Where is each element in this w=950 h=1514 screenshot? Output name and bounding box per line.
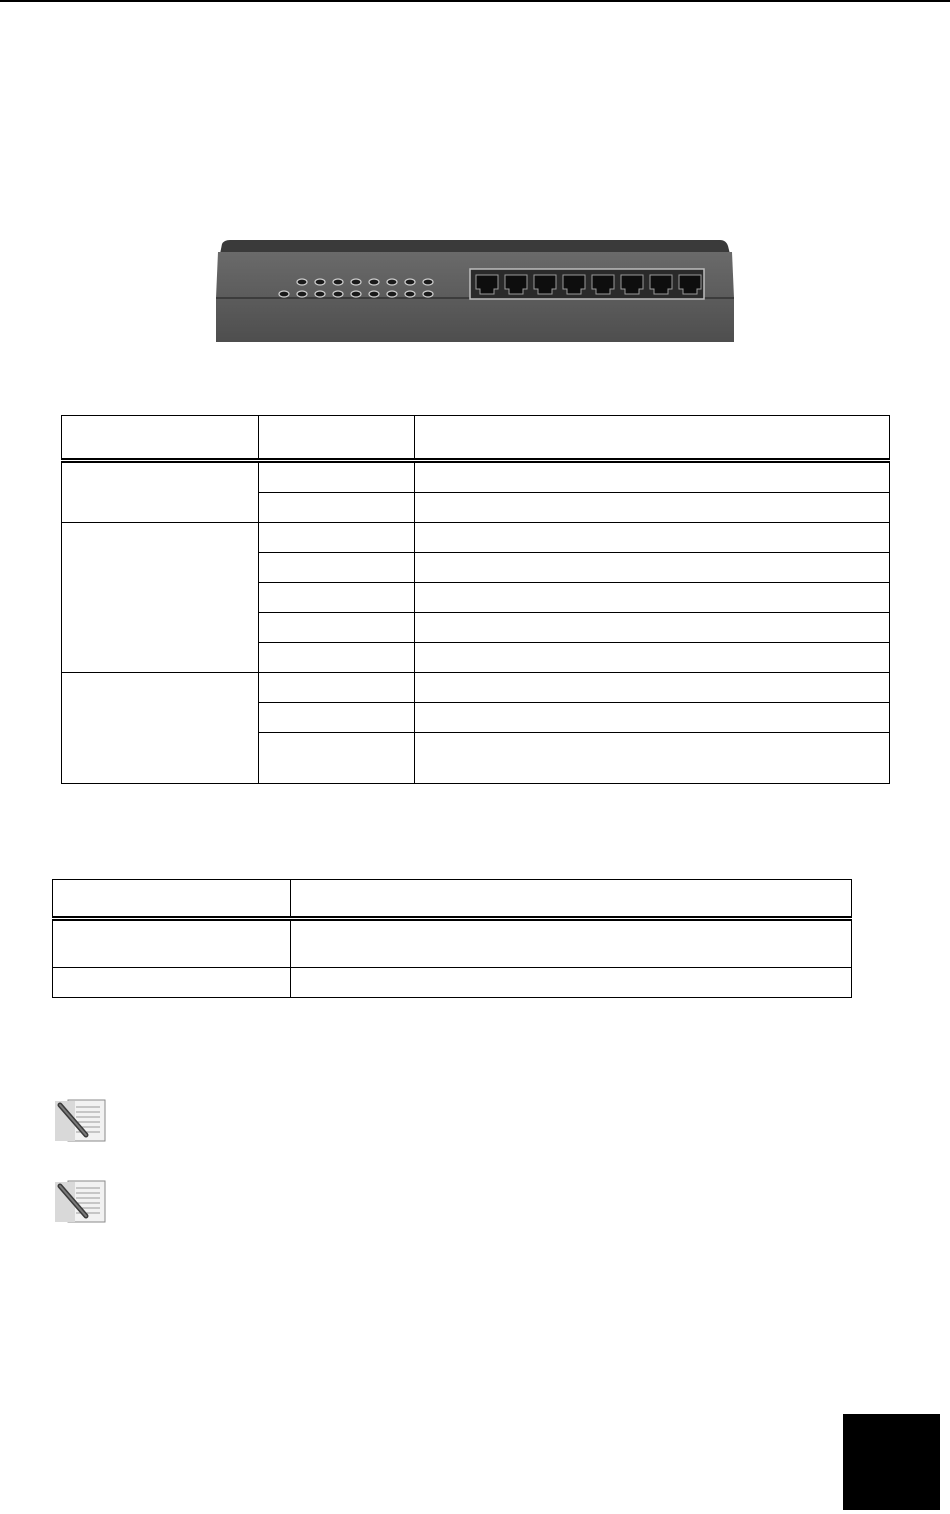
table-cell <box>291 968 852 998</box>
table-row <box>53 919 852 968</box>
table-cell <box>259 583 415 613</box>
table-row <box>62 673 890 703</box>
table-cell <box>259 523 415 553</box>
table-header-cell <box>291 880 852 919</box>
table-cell <box>259 493 415 523</box>
table-cell <box>259 673 415 703</box>
table-cell <box>259 733 415 784</box>
table-header-cell <box>415 416 890 461</box>
note-pencil-icon <box>54 1180 106 1224</box>
table-cell <box>259 643 415 673</box>
table-cell <box>259 461 415 493</box>
table-cell <box>415 673 890 703</box>
table-cell <box>62 673 259 784</box>
top-rule <box>0 0 950 2</box>
table-cell <box>415 703 890 733</box>
table-cell <box>62 523 259 673</box>
table-row <box>53 968 852 998</box>
table-cell <box>259 553 415 583</box>
table-cell <box>415 461 890 493</box>
note-pencil-icon <box>54 1099 106 1143</box>
led-status-table <box>61 415 890 784</box>
table-cell <box>415 553 890 583</box>
table-row <box>62 461 890 493</box>
table-row <box>62 523 890 553</box>
table-cell <box>415 613 890 643</box>
table-cell <box>259 703 415 733</box>
table-header-cell <box>259 416 415 461</box>
button-function-table <box>52 879 852 998</box>
table-cell <box>62 461 259 523</box>
table-cell <box>415 523 890 553</box>
table-cell <box>415 733 890 784</box>
table-cell <box>291 919 852 968</box>
table-cell <box>53 968 291 998</box>
switch-front-panel-illustration <box>216 238 734 344</box>
table-cell <box>415 643 890 673</box>
table-cell <box>259 613 415 643</box>
table-cell <box>415 493 890 523</box>
page-tab <box>843 1414 940 1510</box>
table-cell <box>53 919 291 968</box>
table-header-cell <box>53 880 291 919</box>
table-header-cell <box>62 416 259 461</box>
table-header-row <box>53 880 852 919</box>
table-header-row <box>62 416 890 461</box>
table-cell <box>415 583 890 613</box>
